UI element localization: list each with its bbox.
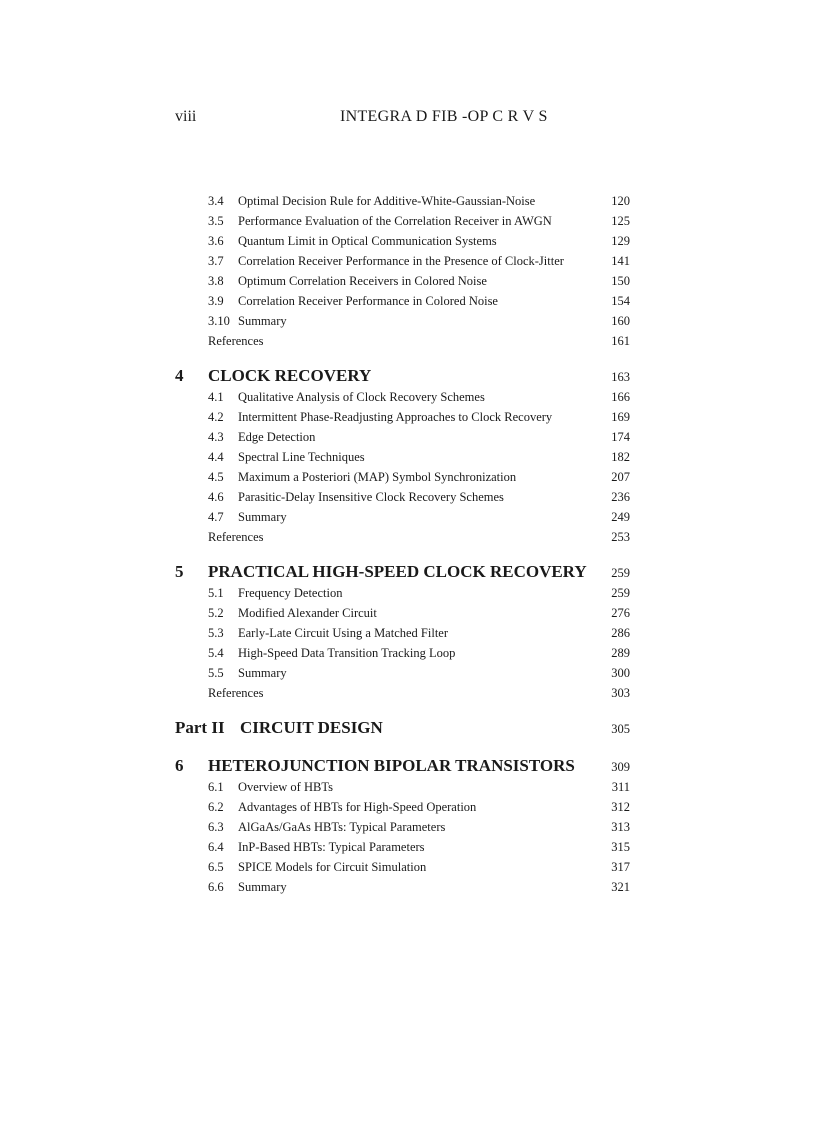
section-title: Qualitative Analysis of Clock Recovery Schemes [238,390,485,404]
section-title: Summary [238,666,287,680]
section-number: 4.7 [208,510,224,524]
section-number: 5.1 [208,586,224,600]
section-title: Performance Evaluation of the Correlation Receiver in AWGN [238,214,552,228]
section-number: 3.10 [208,314,230,328]
section-page: 259 [611,586,630,600]
section-title: InP-Based HBTs: Typical Parameters [238,840,425,854]
section-number: 6.4 [208,840,224,854]
section-number: 3.5 [208,214,224,228]
section-page: 150 [611,274,630,288]
section-number: 4.5 [208,470,224,484]
references-label: References [208,530,264,544]
section-title: Summary [238,880,287,894]
section-number: 6.1 [208,780,224,794]
section-title: SPICE Models for Circuit Simulation [238,860,427,874]
section-number: 3.6 [208,234,224,248]
section-page: 166 [611,390,630,404]
section-page: 174 [611,430,630,444]
references-label: References [208,334,264,348]
section-page: 286 [611,626,630,640]
section-number: 4.2 [208,410,224,424]
section-number: 5.3 [208,626,224,640]
section-page: 169 [611,410,630,424]
chapter-page: 259 [611,566,630,580]
section-page: 207 [611,470,630,484]
section-number: 4.1 [208,390,224,404]
section-title: High-Speed Data Transition Tracking Loop [238,646,456,660]
running-header [0,108,816,130]
section-title: Overview of HBTs [238,780,333,794]
section-title: Summary [238,510,287,524]
header-page-number: viii [175,108,197,125]
section-title: Parasitic-Delay Insensitive Clock Recovery Schemes [238,490,504,504]
section-number: 4.6 [208,490,224,504]
section-page: 300 [611,666,630,680]
section-page: 129 [611,234,630,248]
section-title: Maximum a Posteriori (MAP) Symbol Synchronization [238,470,517,484]
chapter-number: 4 [175,366,184,385]
section-number: 3.8 [208,274,224,288]
section-title: Optimum Correlation Receivers in Colored Noise [238,274,487,288]
part-title: CIRCUIT DESIGN [240,718,383,737]
section-page: 312 [611,800,630,814]
section-page: 289 [611,646,630,660]
section-title: Early-Late Circuit Using a Matched Filter [238,626,449,640]
chapter-title: CLOCK RECOVERY [208,366,372,385]
section-title: Quantum Limit in Optical Communication Systems [238,234,497,248]
references-page: 161 [611,334,630,348]
chapter-number: 5 [175,562,184,581]
chapter-title: HETEROJUNCTION BIPOLAR TRANSISTORS [208,756,575,775]
section-page: 321 [611,880,630,894]
section-title: Summary [238,314,287,328]
section-title: Advantages of HBTs for High-Speed Operation [238,800,477,814]
section-number: 5.4 [208,646,224,660]
chapter-title: PRACTICAL HIGH-SPEED CLOCK RECOVERY [208,562,587,581]
section-page: 120 [611,194,630,208]
section-title: Frequency Detection [238,586,343,600]
section-page: 236 [611,490,630,504]
section-page: 276 [611,606,630,620]
section-page: 311 [611,780,630,794]
references-label: References [208,686,264,700]
part-label: Part II [175,718,225,737]
section-number: 3.9 [208,294,224,308]
section-title: Correlation Receiver Performance in the Presence of Clock-Jitter [238,254,564,268]
references-page: 303 [611,686,630,700]
section-page: 182 [611,450,630,464]
section-page: 160 [611,314,630,328]
part-page: 305 [611,722,630,736]
section-number: 6.6 [208,880,224,894]
section-page: 249 [611,510,630,524]
section-number: 3.4 [208,194,224,208]
section-number: 4.3 [208,430,224,444]
section-title: Intermittent Phase-Readjusting Approaches to Clock Recovery [238,410,553,424]
header-running-title: INTEGRA D FIB -OP C R V S [340,108,548,125]
section-title: Correlation Receiver Performance in Colored Noise [238,294,498,308]
section-title: Edge Detection [238,430,316,444]
section-page: 141 [611,254,630,268]
section-title: AlGaAs/GaAs HBTs: Typical Parameters [238,820,446,834]
section-page: 313 [611,820,630,834]
section-page: 317 [611,860,630,874]
section-number: 5.2 [208,606,224,620]
section-number: 4.4 [208,450,224,464]
section-page: 154 [611,294,630,308]
section-number: 5.5 [208,666,224,680]
section-number: 3.7 [208,254,224,268]
references-page: 253 [611,530,630,544]
section-number: 6.3 [208,820,224,834]
section-page: 315 [611,840,630,854]
chapter-page: 163 [611,370,630,384]
chapter-page: 309 [611,760,630,774]
section-title: Modified Alexander Circuit [238,606,377,620]
section-title: Spectral Line Techniques [238,450,365,464]
chapter-number: 6 [175,756,184,775]
section-title: Optimal Decision Rule for Additive-White-Gaussian-Noise [238,194,536,208]
section-page: 125 [611,214,630,228]
section-number: 6.2 [208,800,224,814]
section-number: 6.5 [208,860,224,874]
